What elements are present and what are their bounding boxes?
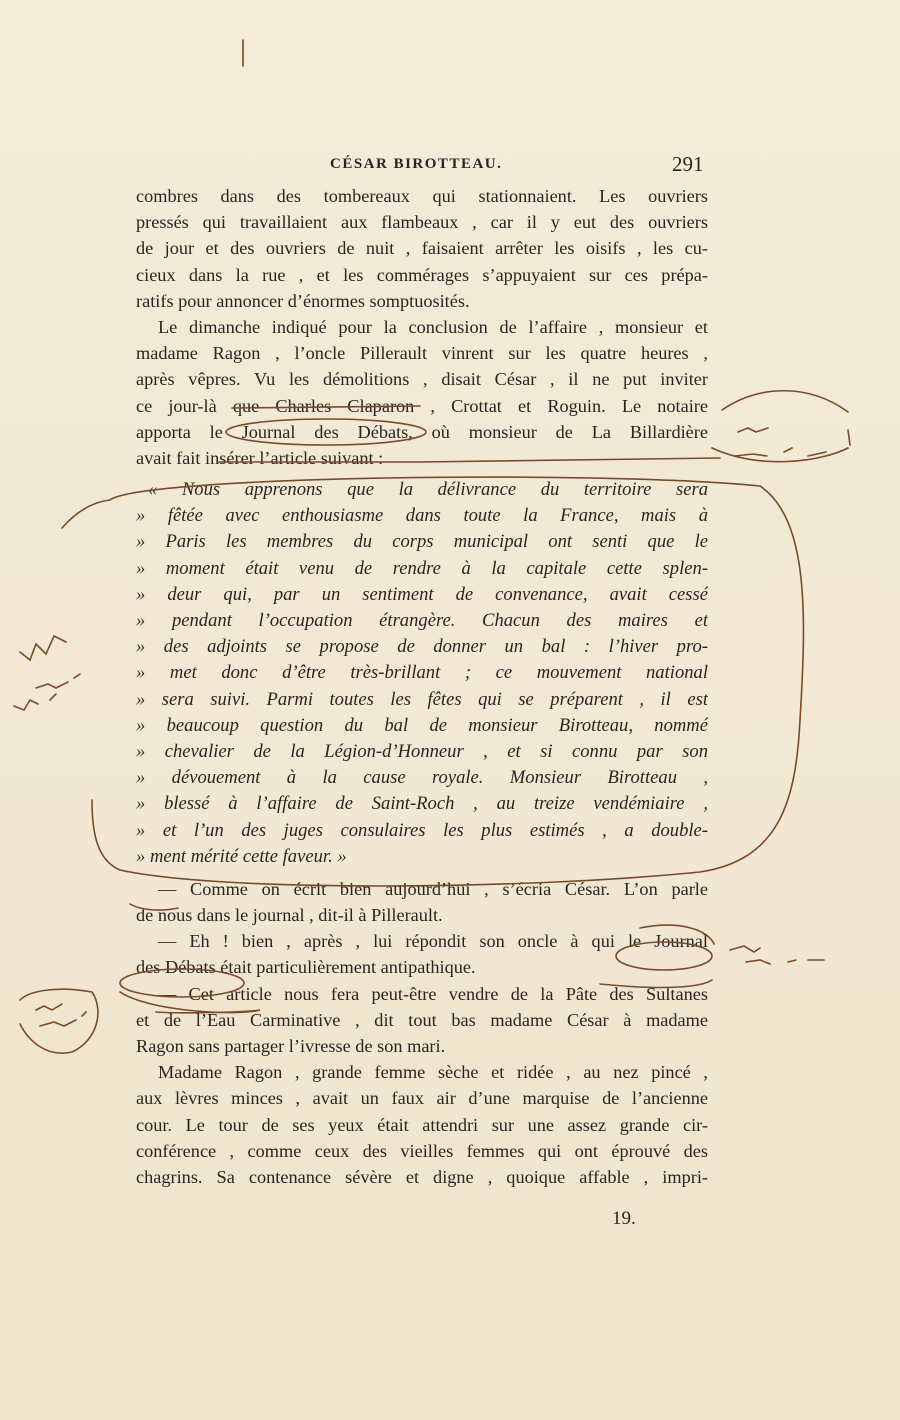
text-line: ce jour-là que Charles Claparon , Crottat et Roguin. Le notaire [136,395,708,416]
running-title: CÉSAR BIROTTEAU. [330,156,503,172]
text-line: pressés qui travaillaient aux flambeaux , car il y eut des ouvriers [136,212,708,233]
text-line: conférence , comme ceux des vieilles femmes qui ont éprouvé des [136,1140,708,1161]
text-line: cour. Le tour de ses yeux était attendri sur une assez grande cir- [136,1114,708,1135]
quote-line: » beaucoup question du bal de monsieur Birotteau, nommé [136,714,708,736]
margin-word [36,674,80,688]
quote-line: » ment mérité cette faveur. » [136,845,347,867]
margin-word [730,946,824,964]
text-line: chagrins. Sa contenance sévère et digne , quoique affable , impri- [136,1166,708,1187]
page-number: 291 [672,152,704,176]
text-line: apporta le Journal des Débats, où monsieur de La Billardière [136,421,708,442]
text-line: — Cet article nous fera peut-être vendre de la Pâte des Sultanes [158,983,708,1004]
paragraph-3 [136,876,708,928]
text-line: de nous dans le journal , dit-il à Pillerault. [136,905,443,926]
text-line: — Comme on écrit bien aujourd’hui , s’écria César. L’on parle [158,878,708,899]
margin-word [735,448,826,456]
quote-line: » met donc d’être très-brillant ; ce mouvement national [136,662,708,684]
quote-line: » et l’un des juges consulaires les plus estimés , a double- [136,819,708,841]
text-line: des Débats était particulièrement antipathique. [136,957,476,978]
text-line: et de l’Eau Carminative , dit tout bas madame César à madame [136,1009,708,1030]
quote-line: » deur qui, par un sentiment de convenance, avait cessé [136,583,708,605]
margin-word [14,694,56,710]
quote-line: » fêtée avec enthousiasme dans toute la France, mais à [136,505,708,527]
quote-line: » moment était venu de rendre à la capitale cette splen- [136,557,708,579]
text-line: après vêpres. Vu les démolitions , disait César , il ne put inviter [136,369,708,390]
text-block [136,183,708,1190]
paragraph-2 [136,314,708,471]
margin-word [36,1004,86,1026]
bracket-mark [848,430,850,445]
margin-word [20,636,66,660]
loop-mark [62,500,110,528]
text-line: — Eh ! bien , après , lui répondit son oncle à qui le Journal [158,931,708,952]
paragraph-5 [136,981,708,1060]
paragraph-1 [136,183,708,314]
text-line: madame Ragon , l’oncle Pillerault vinrent sur les quatre heures , [136,343,708,364]
paragraph-4 [136,928,708,980]
text-line: avait fait insérer l’article suivant : [136,447,384,468]
paragraph-6 [136,1059,708,1190]
quote-line: « Nous apprenons que la délivrance du territoire sera [148,479,708,501]
text-line: combres dans des tombereaux qui stationnaient. Les ouvriers [136,186,708,206]
loop-mark [20,989,98,1053]
quote-line: » pendant l’occupation étrangère. Chacun des maires et [136,610,708,631]
running-head [320,152,720,176]
quote-line: » Paris les membres du corps municipal ont senti que le [136,531,708,553]
text-line: Madame Ragon , grande femme sèche et ridée , au nez pincé , [158,1062,708,1083]
quote-line: » sera suivi. Parmi toutes les fêtes qui se préparent , il est [136,688,708,710]
quoted-article [136,477,708,870]
signature-mark: 19. [612,1208,636,1229]
quote-line: » des adjoints se propose de donner un bal : l’hiver pro- [136,636,708,658]
text-line: aux lèvres minces , avait un faux air d’une marquise de l’ancienne [136,1088,708,1109]
text-line: cieux dans la rue , et les commérages s’appuyaient sur ces prépa- [136,264,708,285]
quote-line: » chevalier de la Légion-d’Honneur , et si connu par son [136,740,708,762]
text-line: Ragon sans partager l’ivresse de son mari. [136,1036,446,1056]
bracket-mark [722,391,848,412]
text-line: de jour et des ouvriers de nuit , faisaient arrêter les oisifs , les cu- [136,238,708,259]
text-line: Le dimanche indiqué pour la conclusion de l’affaire , monsieur et [158,316,708,337]
quote-line: » blessé à l’affaire de Saint-Roch , au treize vendémiaire , [136,793,708,815]
text-line: ratifs pour annoncer d’énormes somptuosités. [136,290,470,311]
bracket-mark [712,448,848,462]
quote-line: » dévouement à la cause royale. Monsieur Birotteau , [136,767,708,789]
margin-word [738,428,768,432]
